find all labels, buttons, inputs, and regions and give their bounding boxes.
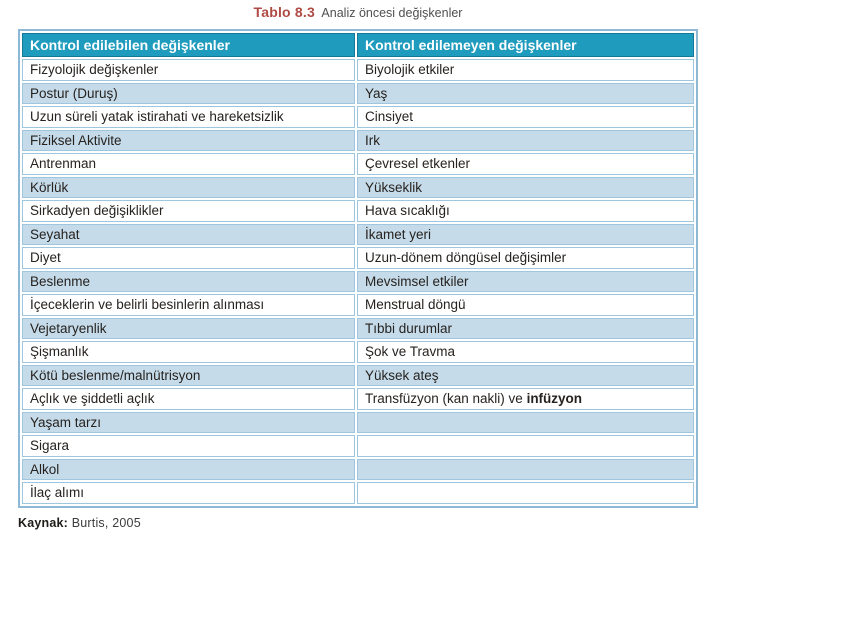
table-row: [22, 83, 694, 105]
table-cell-right: Çevresel etkenler: [357, 153, 694, 175]
text: Transfüzyon (kan nakli) ve: [364, 391, 527, 406]
table-caption: [18, 4, 698, 22]
table-cell-left: Vejetaryenlik: [22, 318, 355, 340]
table-row: [22, 271, 694, 293]
variables-table: [18, 29, 698, 508]
table-row: [22, 59, 694, 81]
table-cell-left: Yaşam tarzı: [22, 412, 355, 434]
table-cell-left: Uzun süreli yatak istirahati ve hareketsizlik: [22, 106, 355, 128]
header-row: [22, 33, 694, 57]
table-cell-right: Mevsimsel etkiler: [357, 271, 694, 293]
table-cell-left: Fizyolojik değişkenler: [22, 59, 355, 81]
table-cell-right: Cinsiyet: [357, 106, 694, 128]
table-row: [22, 130, 694, 152]
table-row: [22, 318, 694, 340]
table-cell-left: Sirkadyen değişiklikler: [22, 200, 355, 222]
table-cell-right: Irk: [357, 130, 694, 152]
source-label: Kaynak:: [18, 515, 69, 530]
table-row: [22, 294, 694, 316]
table-row: [22, 459, 694, 481]
table-cell-right: [357, 482, 694, 504]
table-cell-right: [357, 412, 694, 434]
table-cell-right: [357, 388, 694, 410]
table-cell-left: Sigara: [22, 435, 355, 457]
table-cell-right: Menstrual döngü: [357, 294, 694, 316]
table-cell-left: Postur (Duruş): [22, 83, 355, 105]
table-row: [22, 153, 694, 175]
table-row: [22, 482, 694, 504]
table-cell-right: Biyolojik etkiler: [357, 59, 694, 81]
table-cell-right: [357, 459, 694, 481]
table-cell-left: Beslenme: [22, 271, 355, 293]
table-cell-right: Yüksek ateş: [357, 365, 694, 387]
table-cell-right: İkamet yeri: [357, 224, 694, 246]
table-cell-left: Kötü beslenme/malnütrisyon: [22, 365, 355, 387]
table-cell-left: Açlık ve şiddetli açlık: [22, 388, 355, 410]
table-cell-left: Diyet: [22, 247, 355, 269]
table-cell-right: Şok ve Travma: [357, 341, 694, 363]
table-row: [22, 388, 694, 410]
table-cell-right: Hava sıcaklığı: [357, 200, 694, 222]
table-cell-left: İçeceklerin ve belirli besinlerin alınması: [22, 294, 355, 316]
table-row: [22, 106, 694, 128]
table-cell-right: [357, 435, 694, 457]
bold-text: infüzyon: [526, 391, 583, 406]
table-row: [22, 412, 694, 434]
table-cell-right: Tıbbi durumlar: [357, 318, 694, 340]
table-cell-left: Seyahat: [22, 224, 355, 246]
table-row: [22, 224, 694, 246]
table-row: [22, 365, 694, 387]
table-row: [22, 435, 694, 457]
table-cell-right: Uzun-dönem döngüsel değişimler: [357, 247, 694, 269]
table-row: [22, 247, 694, 269]
table-cell-left: İlaç alımı: [22, 482, 355, 504]
table-body: [22, 59, 694, 504]
table-cell-left: Antrenman: [22, 153, 355, 175]
table-cell-right: Yaş: [357, 83, 694, 105]
column-header-uncontrollable: Kontrol edilemeyen değişkenler: [357, 33, 694, 57]
table-number: Tablo 8.3: [253, 4, 315, 20]
table-cell-left: Fiziksel Aktivite: [22, 130, 355, 152]
table-row: [22, 177, 694, 199]
table-cell-left: Alkol: [22, 459, 355, 481]
column-header-controllable: Kontrol edilebilen değişkenler: [22, 33, 355, 57]
table-cell-left: Şişmanlık: [22, 341, 355, 363]
table-caption-text: Analiz öncesi değişkenler: [321, 6, 463, 20]
table-head: [22, 33, 694, 57]
source-text: Burtis, 2005: [71, 515, 141, 530]
table-cell-left: Körlük: [22, 177, 355, 199]
table-row: [22, 200, 694, 222]
table-row: [22, 341, 694, 363]
source-note: [18, 516, 866, 530]
table-cell-right: Yükseklik: [357, 177, 694, 199]
